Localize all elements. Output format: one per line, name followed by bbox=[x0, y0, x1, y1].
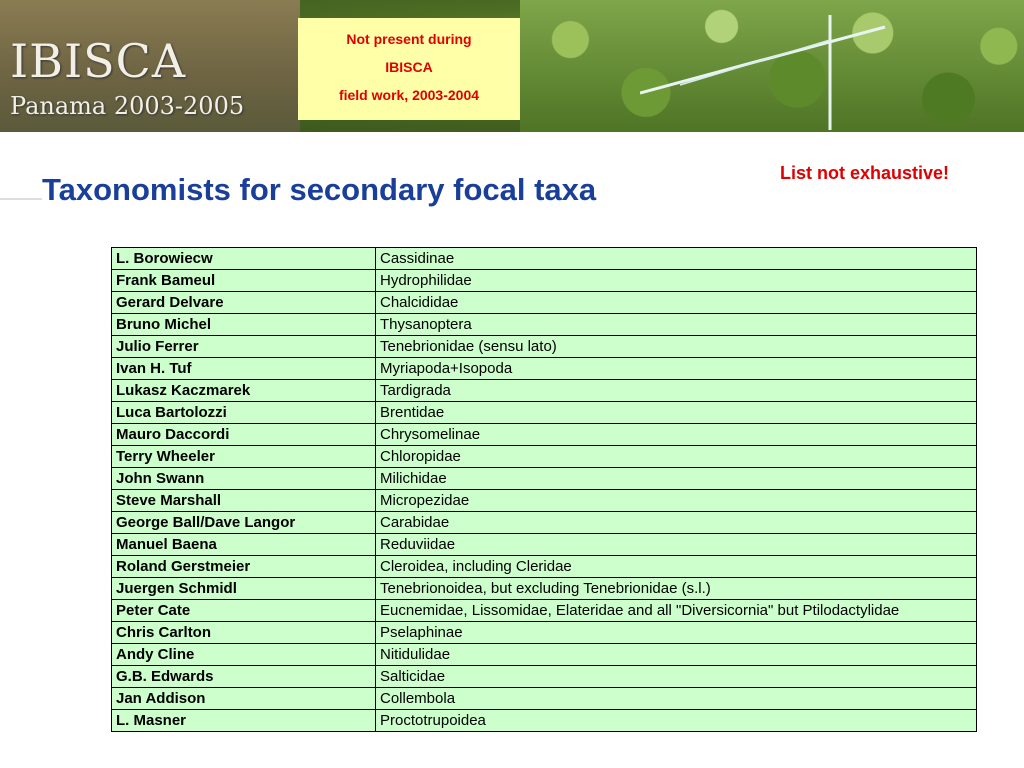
taxon-name: Cassidinae bbox=[376, 248, 977, 270]
taxonomist-name: Julio Ferrer bbox=[112, 336, 376, 358]
taxonomist-name: Andy Cline bbox=[112, 644, 376, 666]
taxonomist-name: Ivan H. Tuf bbox=[112, 358, 376, 380]
title-rule bbox=[0, 198, 42, 200]
notice-line-1: Not present during bbox=[346, 31, 472, 47]
taxon-name: Myriapoda+Isopoda bbox=[376, 358, 977, 380]
taxon-name: Salticidae bbox=[376, 666, 977, 688]
table-row bbox=[112, 314, 977, 336]
taxon-name: Brentidae bbox=[376, 402, 977, 424]
taxon-name: Eucnemidae, Lissomidae, Elateridae and all "Diversicornia" but Ptilodactylidae bbox=[376, 600, 977, 622]
taxonomist-name: Frank Bameul bbox=[112, 270, 376, 292]
taxon-name: Cleroidea, including Cleridae bbox=[376, 556, 977, 578]
taxonomist-name: Luca Bartolozzi bbox=[112, 402, 376, 424]
taxon-name: Chalcididae bbox=[376, 292, 977, 314]
table-row bbox=[112, 380, 977, 402]
table-row bbox=[112, 292, 977, 314]
notice-line-2: IBISCA bbox=[385, 59, 433, 75]
taxonomist-name: Mauro Daccordi bbox=[112, 424, 376, 446]
table-row bbox=[112, 248, 977, 270]
table-row bbox=[112, 336, 977, 358]
taxon-name: Reduviidae bbox=[376, 534, 977, 556]
taxon-name: Tenebrionoidea, but excluding Tenebrionidae (s.l.) bbox=[376, 578, 977, 600]
table-row bbox=[112, 666, 977, 688]
taxon-name: Pselaphinae bbox=[376, 622, 977, 644]
taxonomist-name: Gerard Delvare bbox=[112, 292, 376, 314]
table-row bbox=[112, 534, 977, 556]
table-row bbox=[112, 270, 977, 292]
taxon-name: Collembola bbox=[376, 688, 977, 710]
taxon-name: Micropezidae bbox=[376, 490, 977, 512]
table-row bbox=[112, 622, 977, 644]
taxonomist-name: G.B. Edwards bbox=[112, 666, 376, 688]
taxonomist-name: Bruno Michel bbox=[112, 314, 376, 336]
taxonomist-name: John Swann bbox=[112, 468, 376, 490]
notice-line-3: field work, 2003-2004 bbox=[338, 87, 480, 103]
table-row bbox=[112, 644, 977, 666]
table-row bbox=[112, 688, 977, 710]
table-row bbox=[112, 578, 977, 600]
table-row bbox=[112, 490, 977, 512]
table-row bbox=[112, 424, 977, 446]
taxon-name: Carabidae bbox=[376, 512, 977, 534]
taxon-name: Tardigrada bbox=[376, 380, 977, 402]
canopy-crane-image bbox=[640, 15, 890, 130]
taxonomist-name: L. Borowiecw bbox=[112, 248, 376, 270]
taxonomist-name: Chris Carlton bbox=[112, 622, 376, 644]
header-banner bbox=[0, 0, 1024, 132]
table-row bbox=[112, 556, 977, 578]
not-exhaustive-warning: List not exhaustive! bbox=[780, 163, 950, 183]
ibisca-logo-title: IBISCA bbox=[10, 34, 187, 88]
notice-box bbox=[298, 18, 520, 120]
table-row bbox=[112, 710, 977, 732]
taxonomist-name: Peter Cate bbox=[112, 600, 376, 622]
table-row bbox=[112, 468, 977, 490]
taxon-name: Proctotrupoidea bbox=[376, 710, 977, 732]
taxonomist-name: L. Masner bbox=[112, 710, 376, 732]
taxon-name: Chloropidae bbox=[376, 446, 977, 468]
taxonomist-name: Jan Addison bbox=[112, 688, 376, 710]
taxon-name: Thysanoptera bbox=[376, 314, 977, 336]
taxonomist-name: Manuel Baena bbox=[112, 534, 376, 556]
taxonomist-name: Roland Gerstmeier bbox=[112, 556, 376, 578]
taxonomist-name: George Ball/Dave Langor bbox=[112, 512, 376, 534]
page-title: Taxonomists for secondary focal taxa bbox=[42, 172, 597, 207]
taxonomist-name: Juergen Schmidl bbox=[112, 578, 376, 600]
table-row bbox=[112, 402, 977, 424]
taxon-name: Milichidae bbox=[376, 468, 977, 490]
taxonomist-name: Terry Wheeler bbox=[112, 446, 376, 468]
taxonomist-name: Lukasz Kaczmarek bbox=[112, 380, 376, 402]
taxon-name: Tenebrionidae (sensu lato) bbox=[376, 336, 977, 358]
ibisca-logo-subtitle: Panama 2003-2005 bbox=[10, 92, 245, 120]
taxonomists-table bbox=[111, 247, 977, 732]
table-row bbox=[112, 512, 977, 534]
taxon-name: Hydrophilidae bbox=[376, 270, 977, 292]
table-row bbox=[112, 600, 977, 622]
table-row bbox=[112, 358, 977, 380]
taxonomist-name: Steve Marshall bbox=[112, 490, 376, 512]
taxon-name: Nitidulidae bbox=[376, 644, 977, 666]
table-row bbox=[112, 446, 977, 468]
taxon-name: Chrysomelinae bbox=[376, 424, 977, 446]
